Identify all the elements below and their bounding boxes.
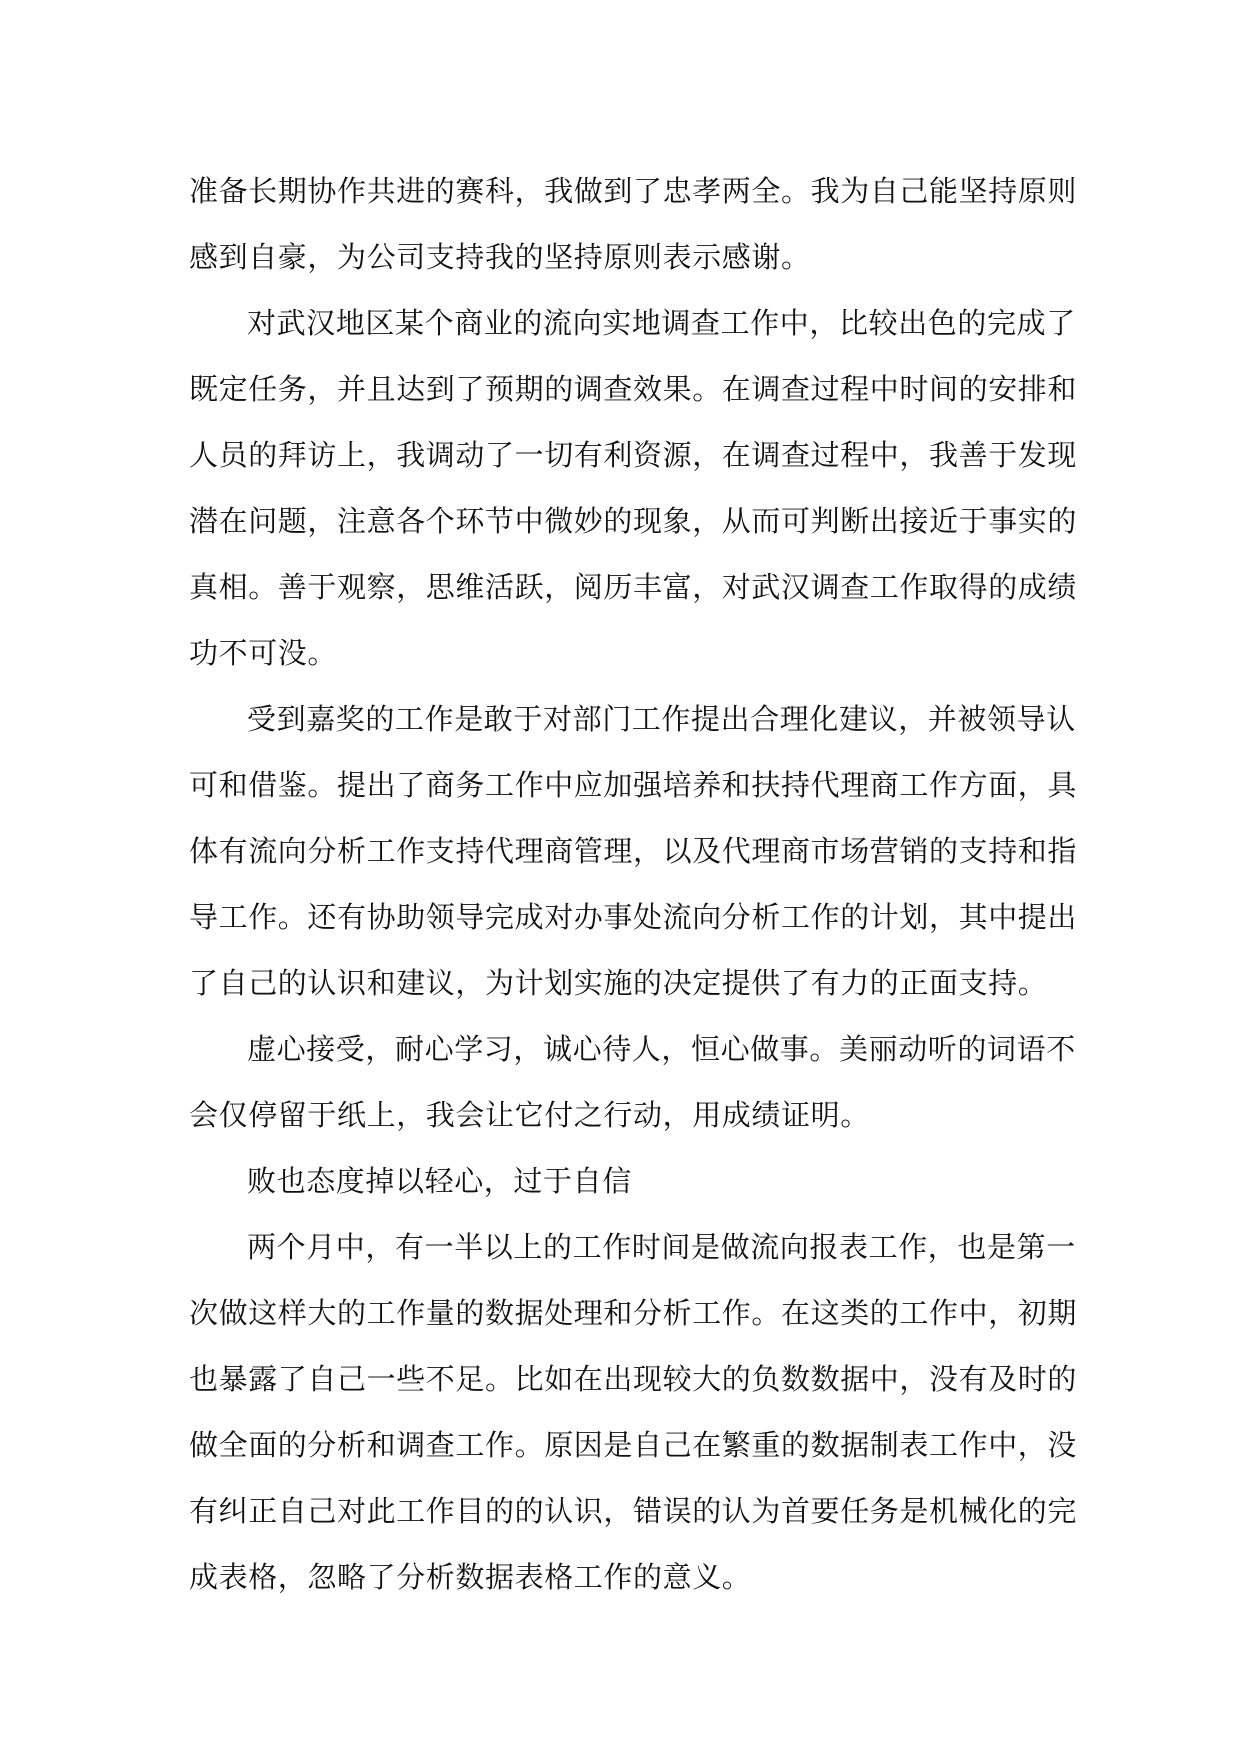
text-line: 可和借鉴。提出了商务工作中应加强培养和扶持代理商工作方面，具 bbox=[189, 768, 1078, 802]
text-line: 成表格，忽略了分析数据表格工作的意义。 bbox=[189, 1560, 752, 1594]
paragraph-2 bbox=[189, 290, 1078, 686]
text-line: 会仅停留于纸上，我会让它付之行动，用成绩证明。 bbox=[189, 1098, 870, 1132]
text-line: 体有流向分析工作支持代理商管理，以及代理商市场营销的支持和指 bbox=[189, 834, 1078, 868]
text-line: 人员的拜访上，我调动了一切有利资源，在调查过程中，我善于发现 bbox=[189, 438, 1078, 472]
text-line: 有纠正自己对此工作目的的认识，错误的认为首要任务是机械化的完 bbox=[189, 1494, 1078, 1528]
text-line: 对武汉地区某个商业的流向实地调查工作中，比较出色的完成了 bbox=[247, 306, 1076, 340]
text-line: 也暴露了自己一些不足。比如在出现较大的负数数据中，没有及时的 bbox=[189, 1362, 1078, 1396]
paragraph-5 bbox=[189, 1148, 1057, 1214]
paragraph-6 bbox=[189, 1214, 1078, 1610]
paragraph-1 bbox=[189, 158, 1078, 290]
text-line: 感到自豪，为公司支持我的坚持原则表示感谢。 bbox=[189, 240, 811, 274]
text-line: 次做这样大的工作量的数据处理和分析工作。在这类的工作中，初期 bbox=[189, 1296, 1078, 1330]
text-line: 潜在问题，注意各个环节中微妙的现象，从而可判断出接近于事实的 bbox=[189, 504, 1078, 538]
text-line: 做全面的分析和调查工作。原因是自己在繁重的数据制表工作中，没 bbox=[189, 1428, 1078, 1462]
document-body bbox=[189, 158, 1078, 1610]
text-line: 了自己的认识和建议，为计划实施的决定提供了有力的正面支持。 bbox=[189, 966, 1048, 1000]
text-line: 两个月中，有一半以上的工作时间是做流向报表工作，也是第一 bbox=[247, 1230, 1076, 1264]
paragraph-3 bbox=[189, 686, 1078, 1016]
paragraph-4 bbox=[189, 1016, 1076, 1148]
text-line: 真相。善于观察，思维活跃，阅历丰富，对武汉调查工作取得的成绩 bbox=[189, 570, 1078, 604]
text-line: 功不可没。 bbox=[189, 636, 338, 670]
text-line: 虚心接受，耐心学习，诚心待人，恒心做事。美丽动听的词语不 bbox=[247, 1032, 1076, 1066]
section-heading: 败也态度掉以轻心，过于自信 bbox=[247, 1164, 632, 1198]
text-line: 既定任务，并且达到了预期的调查效果。在调查过程中时间的安排和 bbox=[189, 372, 1078, 406]
text-line: 导工作。还有协助领导完成对办事处流向分析工作的计划，其中提出 bbox=[189, 900, 1078, 934]
text-line: 受到嘉奖的工作是敢于对部门工作提出合理化建议，并被领导认 bbox=[247, 702, 1076, 736]
text-line: 准备长期协作共进的赛科，我做到了忠孝两全。我为自己能坚持原则 bbox=[189, 174, 1078, 208]
